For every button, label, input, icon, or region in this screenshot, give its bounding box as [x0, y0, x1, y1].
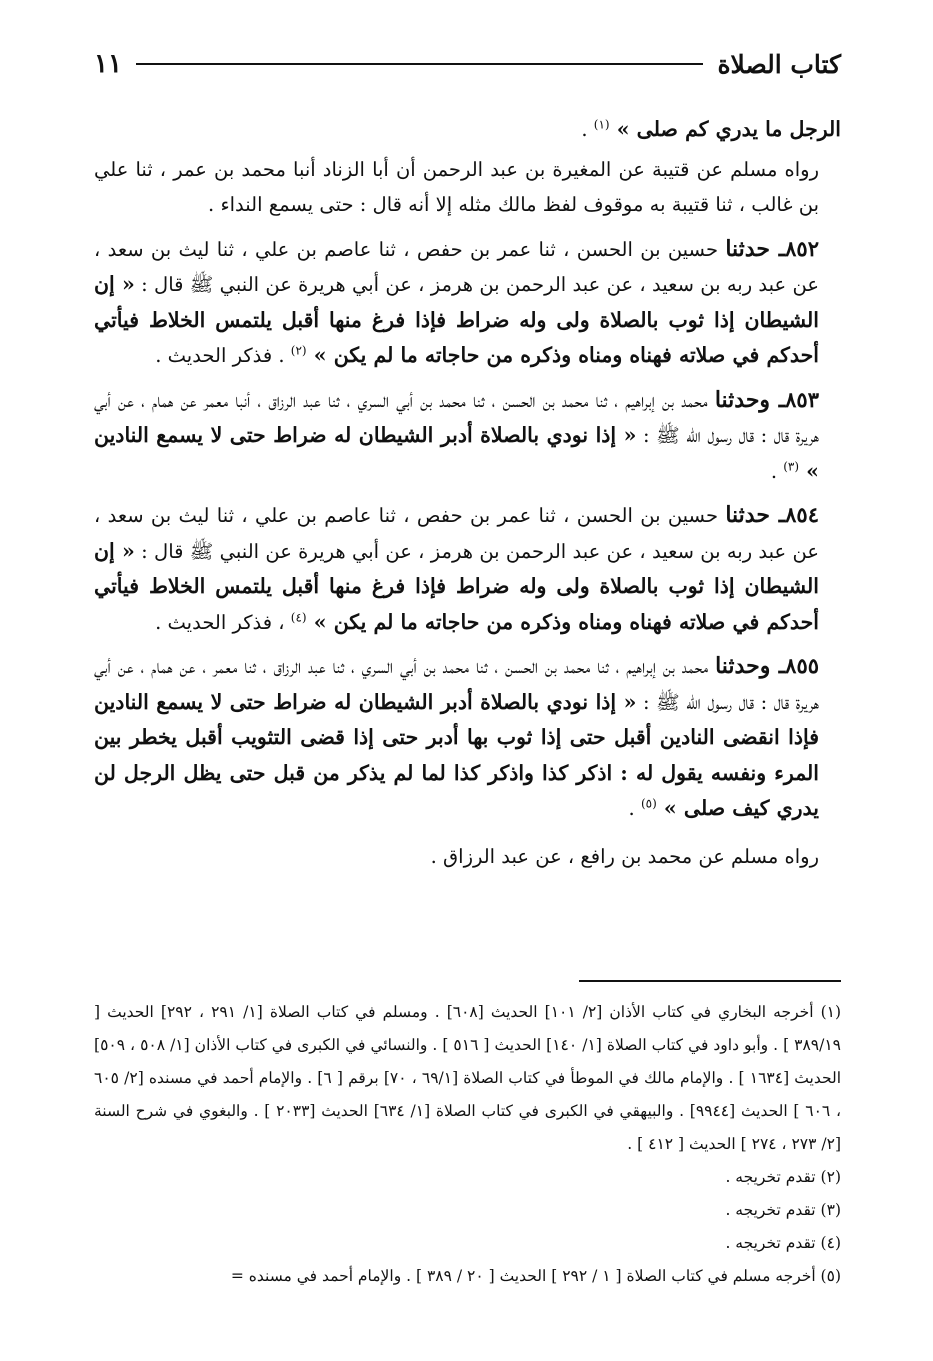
hadith-number: ٨٥٣ [785, 386, 819, 412]
hadith-855 [94, 648, 841, 827]
hadith-head: ـ وحدثنا [715, 653, 786, 679]
hadith-number: ٨٥٢ [785, 235, 819, 261]
text-tail: . [581, 118, 594, 141]
hadith-854 [94, 497, 841, 640]
footnote-ref: (٢) [290, 343, 307, 358]
matn-text: « إذا نودي بالصلاة أدبر الشيطان له ضراط حتى لا يسمع النادين » [94, 423, 819, 483]
footnote-ref: (١) [593, 117, 610, 132]
matn-text: « إذا نودي بالصلاة أدبر الشيطان له ضراط حتى لا يسمع النادين فإذا انقضى النادين أقبل حتى إذا ثوب بها أدبر حتى إذا قضى التثويب أقبل يخطر بين المرء ونفسه يقول له : اذكر كذا واذكر كذا لما لم يذكر من قبل حتى يظل الرجل لن يدري كيف صلى » [94, 689, 819, 820]
footnote-3: (٣) تقدم تخريجه . [725, 1201, 841, 1219]
book-title: كتاب الصلاة [717, 49, 841, 79]
hadith-head: ـ وحدثنا [714, 386, 786, 413]
footnote-1: (١) أخرجه البخاري في كتاب الأذان [٢/ ١٠١] الحديث [٦٠٨] . ومسلم في كتاب الصلاة [١/ ٢٩١ ، ٢٩٢] الحديث [ ٣٨٩/١٩ ] . وأبو داود في كتاب الصلاة [١/ ١٤٠] الحديث [ ٥١٦ ] . والنسائي في الكبرى في كتاب الأذان [١/ ٥٠٨ ، ٥٠٩] الحديث [١٦٣٤ ] . والإمام مالك في الموطأ في كتاب الصلاة [٦٩/١ ، ٧٠] برقم [ ٦] . والإمام أحمد في مسنده [٢/ ٦٠٥ ، ٦٠٦ ] الحديث [٩٩٤٤] . والبيهقي في الكبرى في كتاب الصلاة [١/ ٦٣٤] الحديث [٢٠٣٣ ] . والبغوي في شرح السنة [٢/ ٢٧٣ ، ٢٧٤ ] الحديث [ ٤١٢ ] . [94, 1003, 842, 1153]
riwaya-text: رواه مسلم عن قتيبة عن المغيرة بن عبد الرحمن أن أبا الزناد أنبا محمد بن عمر ، ثنا علي بن غالب ، ثنا قتيبة به موقوف لفظ مالك مثله إلا أنه قال : حتى يسمع النداء . [94, 157, 819, 216]
hadith-852 [94, 231, 841, 374]
text-tail: . [628, 797, 641, 820]
footnote-5: (٥) أخرجه مسلم في كتاب الصلاة [ ١ / ٢٩٢ ] الحديث [ ٢٠ / ٣٨٩ ] . والإمام أحمد في مسنده = [230, 1267, 841, 1285]
paragraph-continuation [94, 112, 841, 148]
isnad-text: حسين بن الحسن ، ثنا عمر بن حفص ، ثنا عاصم بن علي ، ثنا ليث بن سعد ، عن عبد ربه بن سعيد ، عن عبد الرحمن بن هرمز ، عن أبي هريرة عن النبي ﷺ قال : [94, 504, 819, 563]
hadith-head: ـ حدثنا [725, 235, 786, 262]
matn-text: الرجل ما يدري كم صلى » [609, 117, 841, 141]
page-number: ١١ [94, 49, 122, 79]
footnotes [94, 996, 841, 1293]
hadith-853 [94, 382, 841, 490]
paragraph-riwaya [94, 152, 841, 223]
isnad-text: محمد بن إبراهيم ، ثنا محمد بن الحسن ، ثنا محمد بن أبي السري ، ثنا عبد الرزاق ، أنبا معمر عن همام ، عن أبي هريرة قال : قال رسول الله ﷺ : [94, 388, 819, 447]
page-header [94, 44, 841, 84]
footnote-ref: (٣) [783, 459, 800, 473]
main-text [94, 112, 841, 878]
text-tail: ، فذكر الحديث . [155, 610, 291, 634]
footnote-4: (٤) تقدم تخريجه . [725, 1234, 841, 1252]
matn-text: « إن الشيطان إذا ثوب بالصلاة ولى وله ضراط فإذا فرغ منها أقبل يلتمس الخلاط فيأتي أحدكم في صلاته فهناه ومناه وذكره من حاجاته ما لم يكن » [94, 538, 819, 634]
isnad-text: حسين بن الحسن ، ثنا عمر بن حفص ، ثنا عاصم بن علي ، ثنا ليث بن سعد ، عن عبد ربه بن سعيد ، عن عبد الرحمن بن هرمز ، عن أبي هريرة عن النبي ﷺ قال : [94, 237, 819, 296]
hadith-number: ٨٥٤ [785, 502, 819, 527]
paragraph-riwaya-final [94, 839, 841, 875]
footnote-separator [579, 980, 841, 982]
text-tail: . [770, 459, 784, 483]
header-rule [136, 63, 704, 65]
isnad-text: محمد بن إبراهيم ، ثنا محمد بن الحسن ، ثنا محمد بن أبي السري ، ثنا عبد الرزاق ، ثنا معمر ، عن همام ، عن أبي هريرة قال : قال رسول الله ﷺ : [94, 655, 819, 714]
matn-text: « إن الشيطان إذا ثوب بالصلاة ولى وله ضراط فإذا فرغ منها أقبل يلتمس الخلاط فيأتي أحدكم في صلاته فهناه ومناه وذكره من حاجاته ما لم يكن » [94, 272, 819, 367]
footnote-2: (٢) تقدم تخريجه . [725, 1168, 841, 1186]
hadith-number: ٨٥٥ [785, 653, 820, 678]
footnote-ref: (٤) [290, 610, 307, 624]
footnote-ref: (٥) [640, 796, 657, 811]
hadith-head: ـ حدثنا [725, 502, 786, 528]
riwaya-text: رواه مسلم عن محمد بن رافع ، عن عبد الرزاق . [430, 844, 819, 868]
text-tail: . فذكر الحديث . [155, 344, 291, 367]
